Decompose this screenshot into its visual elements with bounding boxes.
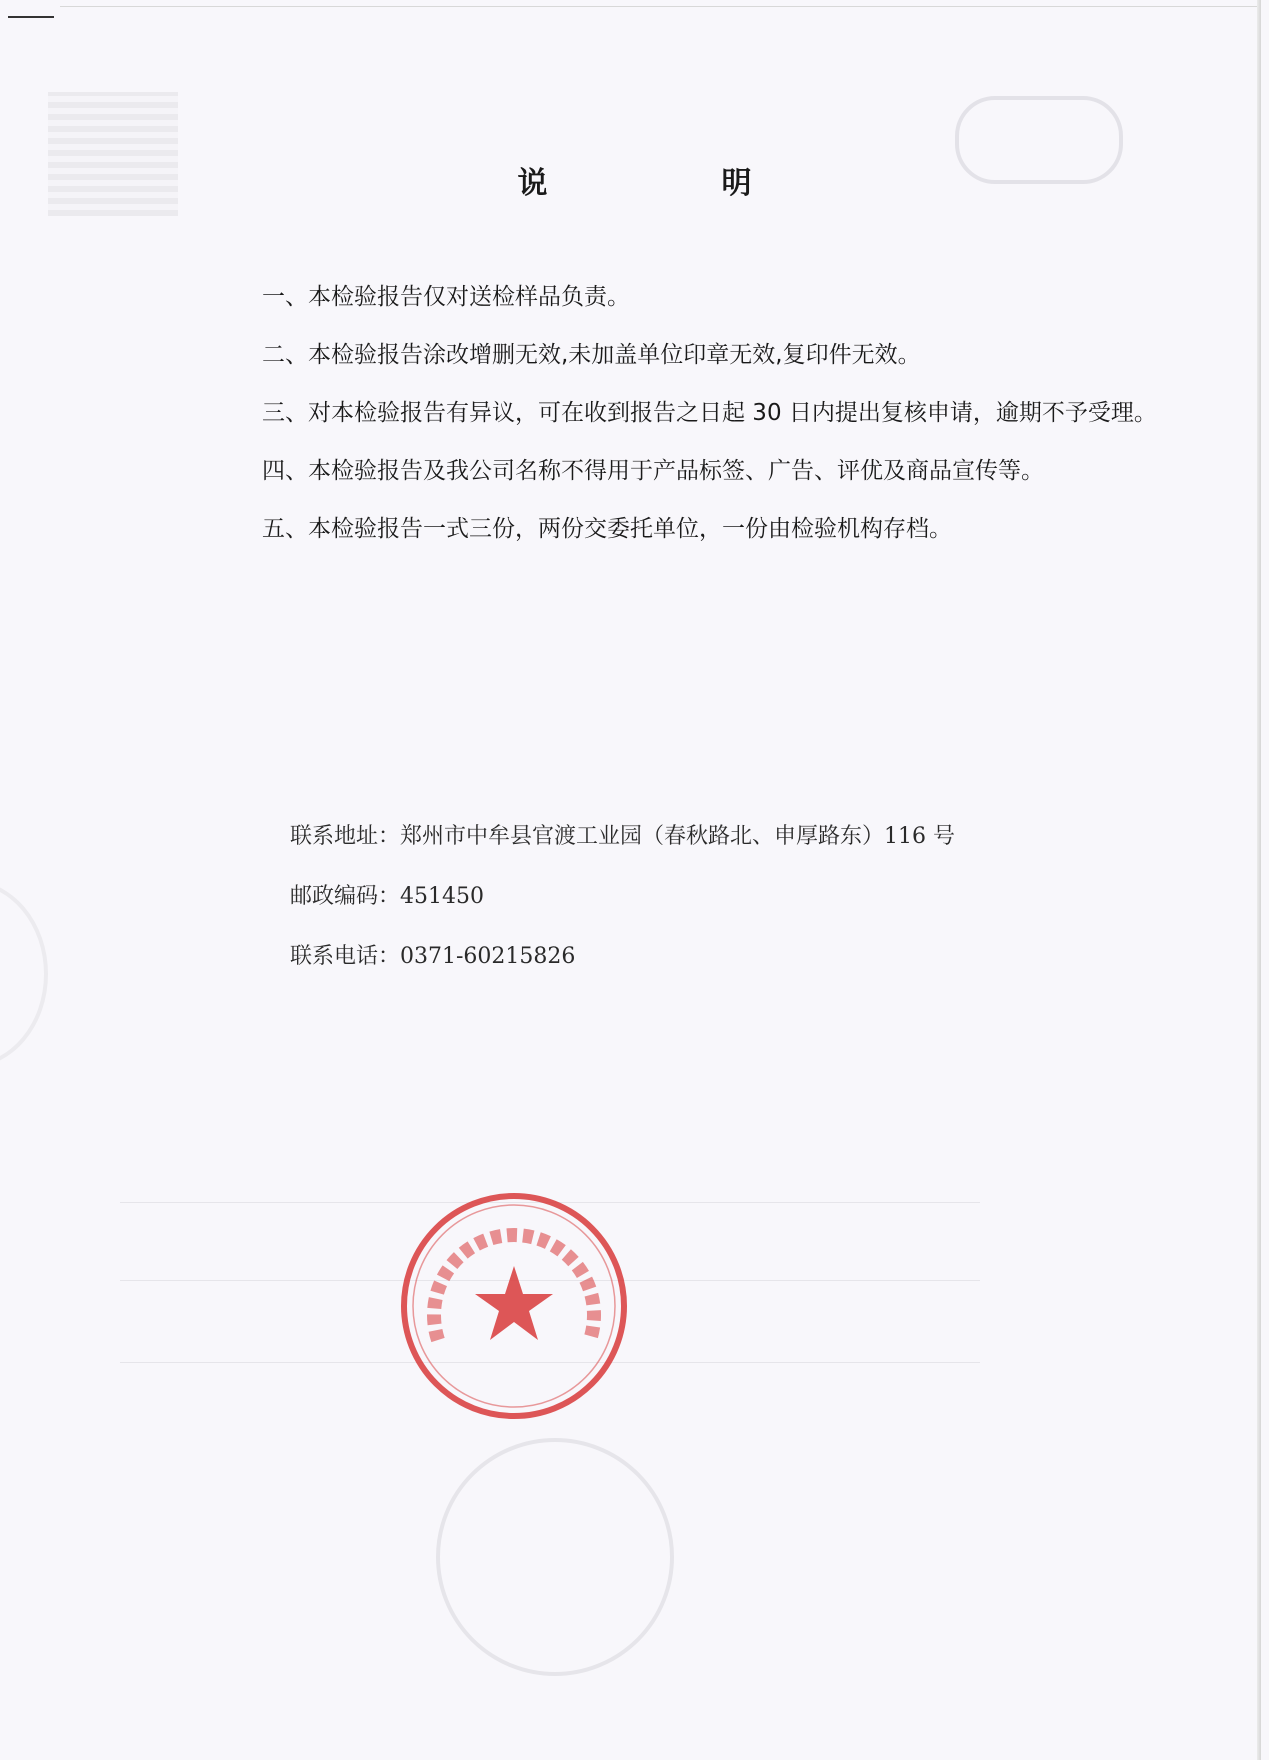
- ghost-seal: [436, 1438, 674, 1676]
- note-item: 四、本检验报告及我公司名称不得用于产品标签、广告、评优及商品宣传等。: [262, 458, 1044, 484]
- ghost-left-seal: [0, 880, 48, 1068]
- corner-rule: [8, 16, 54, 18]
- contact-block: [290, 822, 1090, 1002]
- scan-top-edge: [60, 6, 1260, 7]
- page-title: 说 明: [517, 166, 824, 201]
- note-item: 二、本检验报告涂改增删无效,未加盖单位印章无效,复印件无效。: [262, 342, 921, 368]
- note-item: 三、对本检验报告有异议，可在收到报告之日起 30 日内提出复核申请，逾期不予受理。: [262, 400, 1157, 426]
- contact-address: 联系地址：郑州市中牟县官渡工业园（春秋路北、申厚路东）116 号: [290, 824, 955, 849]
- contact-phone: 联系电话：0371-60215826: [290, 944, 576, 969]
- scan-right-edge: [1257, 0, 1261, 1760]
- contact-postcode: 邮政编码：451450: [290, 884, 484, 909]
- notes-list: [262, 282, 1222, 572]
- official-seal-stamp: [398, 1190, 630, 1422]
- seal-star-icon: [475, 1266, 553, 1340]
- note-item: 一、本检验报告仅对送检样品负责。: [262, 284, 630, 310]
- note-item: 五、本检验报告一式三份，两份交委托单位，一份由检验机构存档。: [262, 516, 952, 542]
